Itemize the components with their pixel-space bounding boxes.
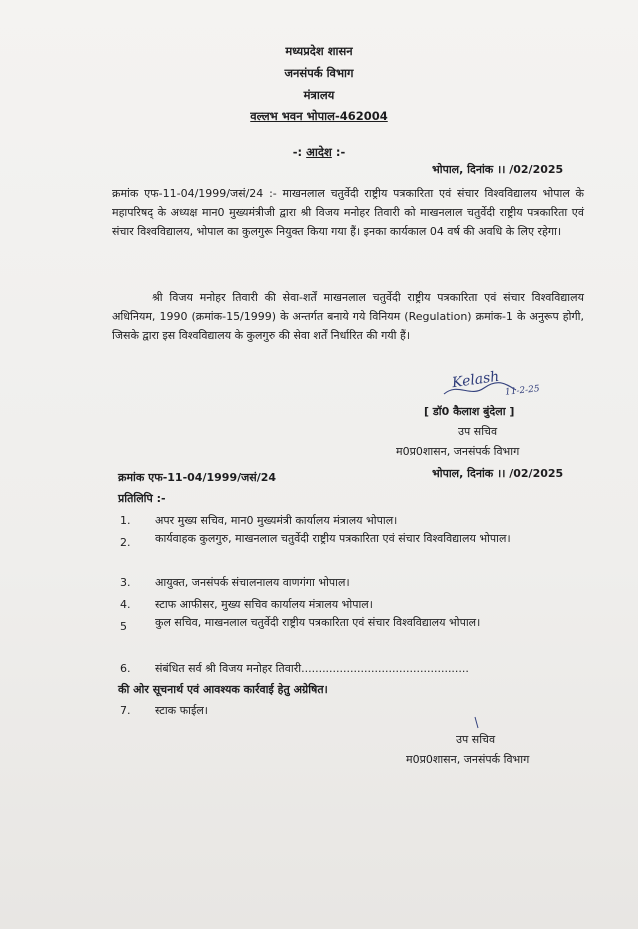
copy-item-number: 5 — [120, 620, 127, 633]
copy-item-text: कुल सचिव, माखनलाल चतुर्वेदी राष्ट्रीय पत्रकारिता एवं संचार विश्वविद्यालय भोपाल। — [155, 616, 481, 629]
header-department: जनसंपर्क विभाग — [284, 66, 354, 80]
signatory-department: म0प्र0शासन, जनसंपर्क विभाग — [396, 445, 520, 458]
copy-item-text: कार्यवाहक कुलगुरु, माखनलाल चतुर्वेदी राष्ट्रीय पत्रकारिता एवं संचार विश्वविद्यालय भोपाल। — [155, 532, 511, 545]
endorsement-date: भोपाल, दिनांक ।। /02/2025 — [432, 467, 564, 480]
order-title-word: आदेश — [306, 145, 332, 159]
order-paragraph-1: क्रमांक एफ-11-04/1999/जसं/24 :- माखनलाल चतुर्वेदी राष्ट्रीय पत्रकारिता एवं संचार विश्वविद्यालय भोपाल के महापरिषद् के अध्यक्ष मान0 मुख्यमंत्रीजी द्वारा श्री विजय मनोहर तिवारी को माखनलाल चतुर्वेदी राष्ट्रीय पत्रकारिता एवं संचार विश्वविद्यालय, भोपाल का कुलगुरू नियुक्त किया गया हैं। इनका कार्यकाल 04 वर्ष की अवधि के लिए रहेगा। — [112, 187, 584, 238]
copy-item-number: 6. — [120, 662, 131, 675]
copy-item-text: संबंधित सर्व श्री विजय मनोहर तिवारी................................................ — [155, 662, 469, 675]
copy-item-number: 3. — [120, 576, 131, 589]
signatory-name: [ डॉ0 कैलाश बुंदेला ] — [424, 405, 515, 418]
copy-item-number: 4. — [120, 598, 131, 611]
order-date: भोपाल, दिनांक ।। /02/2025 — [432, 163, 564, 176]
order-paragraph-2: श्री विजय मनोहर तिवारी की सेवा-शर्तें माखनलाल चतुर्वेदी राष्ट्रीय पत्रकारिता एवं संचार विश्वविद्यालय अधिनियम, 1990 (क्रमांक-15/1999) के अन्तर्गत बनाये गये विनियम (Regulation) क्रमांक-1 के अनुरूप होगी, जिसके द्वारा इस विश्वविद्यालय के कुलगुरु की सेवा शर्तें निर्धारित की गयी हैं। — [112, 291, 584, 342]
header-address: वल्लभ भवन भोपाल-462004 — [250, 109, 388, 123]
signatory2-designation: उप सचिव — [456, 733, 496, 746]
endorsement-number: क्रमांक एफ-11-04/1999/जसं/24 — [118, 471, 277, 484]
header-ministry: मंत्रालय — [303, 88, 335, 102]
copy-to-label: प्रतिलिपि :- — [118, 492, 166, 505]
signatory2-department: म0प्र0शासन, जनसंपर्क विभाग — [406, 753, 530, 766]
copy-item-text: स्टाफ आफीसर, मुख्य सचिव कार्यालय मंत्रालय भोपाल। — [155, 598, 373, 611]
copy-item-number: 1. — [120, 514, 131, 527]
copy-item-number: 7. — [120, 704, 131, 717]
copy-item-number: 2. — [120, 536, 131, 549]
initial-mark — [472, 716, 482, 730]
copy-item-text: आयुक्त, जनसंपर्क संचालनालय वाणगंगा भोपाल। — [155, 576, 350, 589]
order-title — [0, 145, 638, 160]
order-title-suffix: :- — [331, 145, 346, 159]
signature-stroke — [440, 376, 520, 402]
handwritten-signature: Kelash — [451, 368, 501, 392]
copy-item-text: अपर मुख्य सचिव, मान0 मुख्यमंत्री कार्यालय मंत्रालय भोपाल। — [155, 514, 398, 527]
action-note: की ओर सूचनार्थ एवं आवश्यक कार्रवाई हेतु अग्रेषित। — [118, 683, 328, 696]
handwritten-date: 11-2-25 — [504, 384, 541, 398]
header-government: मध्यप्रदेश शासन — [285, 44, 353, 58]
signatory-designation: उप सचिव — [458, 425, 498, 438]
copy-item-text: स्टाक फाईल। — [155, 704, 208, 717]
order-title-prefix: -: — [292, 145, 307, 159]
